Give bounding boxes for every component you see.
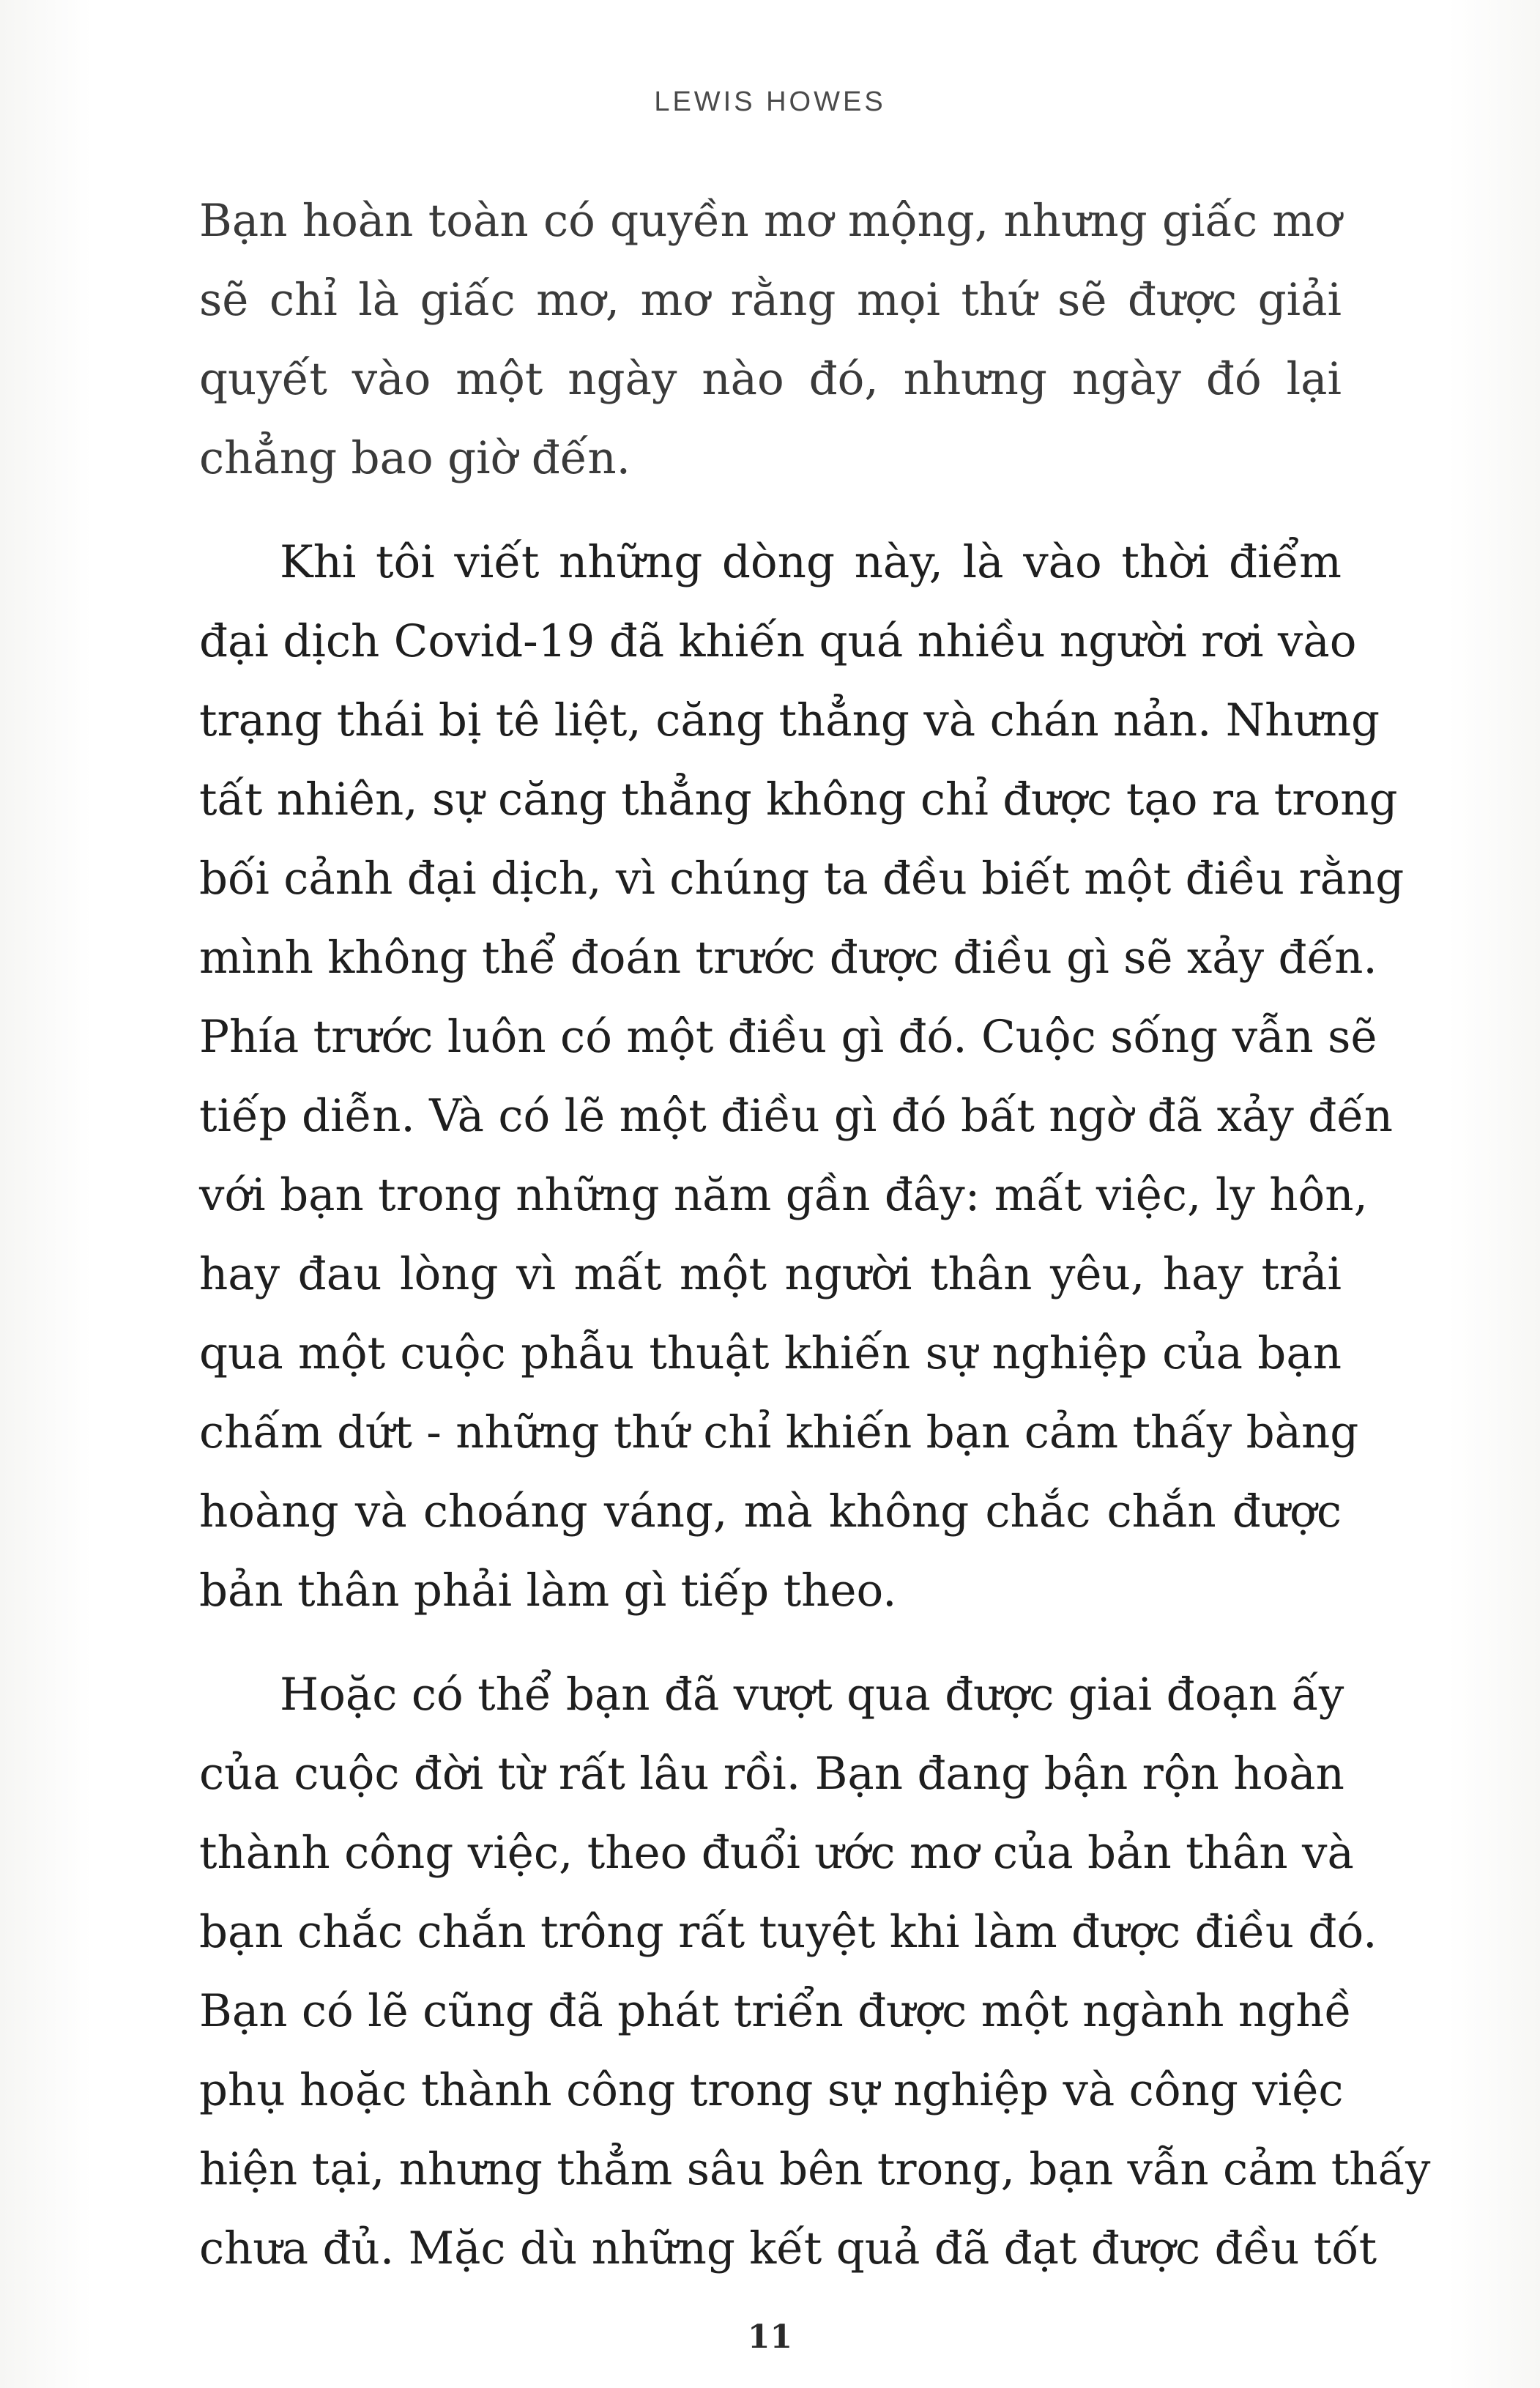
text-line: với bạn trong những năm gần đây: mất việc, ly hôn, bbox=[199, 1169, 1368, 1221]
text-line: tiếp diễn. Và có lẽ một điều gì đó bất ngờ đã xảy đến bbox=[199, 1090, 1394, 1142]
text-line: bạn chắc chắn trông rất tuyệt khi làm được điều đó. bbox=[199, 1906, 1377, 1958]
text-line: chẳng bao giờ đến. bbox=[199, 432, 631, 484]
text-line: hiện tại, nhưng thẳm sâu bên trong, bạn vẫn cảm thấy bbox=[199, 2143, 1431, 2195]
text-line: mình không thể đoán trước được điều gì sẽ xảy đến. bbox=[199, 932, 1377, 984]
text-line: chấm dứt - những thứ chỉ khiến bạn cảm thấy bàng bbox=[199, 1406, 1359, 1458]
text-line: phụ hoặc thành công trong sự nghiệp và công việc bbox=[199, 2064, 1344, 2116]
text-line: quyết vào một ngày nào đó, nhưng ngày đó lại bbox=[199, 353, 1342, 405]
text-line: của cuộc đời từ rất lâu rồi. Bạn đang bận rộn hoàn bbox=[199, 1748, 1344, 1800]
text-line: Phía trước luôn có một điều gì đó. Cuộc sống vẫn sẽ bbox=[199, 1011, 1377, 1063]
text-line: tất nhiên, sự căng thẳng không chỉ được tạo ra trong bbox=[199, 774, 1398, 826]
text-line: Khi tôi viết những dòng này, là vào thời điểm bbox=[280, 536, 1342, 588]
text-line: sẽ chỉ là giấc mơ, mơ rằng mọi thứ sẽ được giải bbox=[199, 274, 1342, 326]
text-line: Bạn có lẽ cũng đã phát triển được một ngành nghề bbox=[199, 1985, 1353, 2037]
text-line: hay đau lòng vì mất một người thân yêu, hay trải bbox=[199, 1248, 1342, 1300]
text-line: Bạn hoàn toàn có quyền mơ mộng, nhưng giấc mơ bbox=[199, 195, 1342, 247]
text-line: hoàng và choáng váng, mà không chắc chắn được bbox=[199, 1486, 1342, 1538]
page-number: 11 bbox=[747, 2318, 793, 2356]
text-line: bối cảnh đại dịch, vì chúng ta đều biết một điều rằng bbox=[199, 853, 1405, 905]
text-line: Hoặc có thể bạn đã vượt qua được giai đoạn ấy bbox=[280, 1669, 1344, 1721]
paragraph-2 bbox=[199, 523, 1405, 1631]
body-text bbox=[199, 182, 1431, 2313]
running-head: LEWIS HOWES bbox=[654, 86, 886, 117]
text-line: trạng thái bị tê liệt, căng thẳng và chán nản. Nhưng bbox=[199, 694, 1380, 746]
text-line: chưa đủ. Mặc dù những kết quả đã đạt được đều tốt bbox=[199, 2222, 1377, 2274]
text-line: thành công việc, theo đuổi ước mơ của bản thân và bbox=[199, 1827, 1354, 1879]
text-line: qua một cuộc phẫu thuật khiến sự nghiệp của bạn bbox=[199, 1327, 1342, 1379]
text-line: bản thân phải làm gì tiếp theo. bbox=[199, 1565, 897, 1617]
paragraph-3 bbox=[199, 1655, 1431, 2288]
paragraph-1 bbox=[199, 182, 1342, 498]
text-line: đại dịch Covid-19 đã khiến quá nhiều người rơi vào bbox=[199, 615, 1357, 667]
